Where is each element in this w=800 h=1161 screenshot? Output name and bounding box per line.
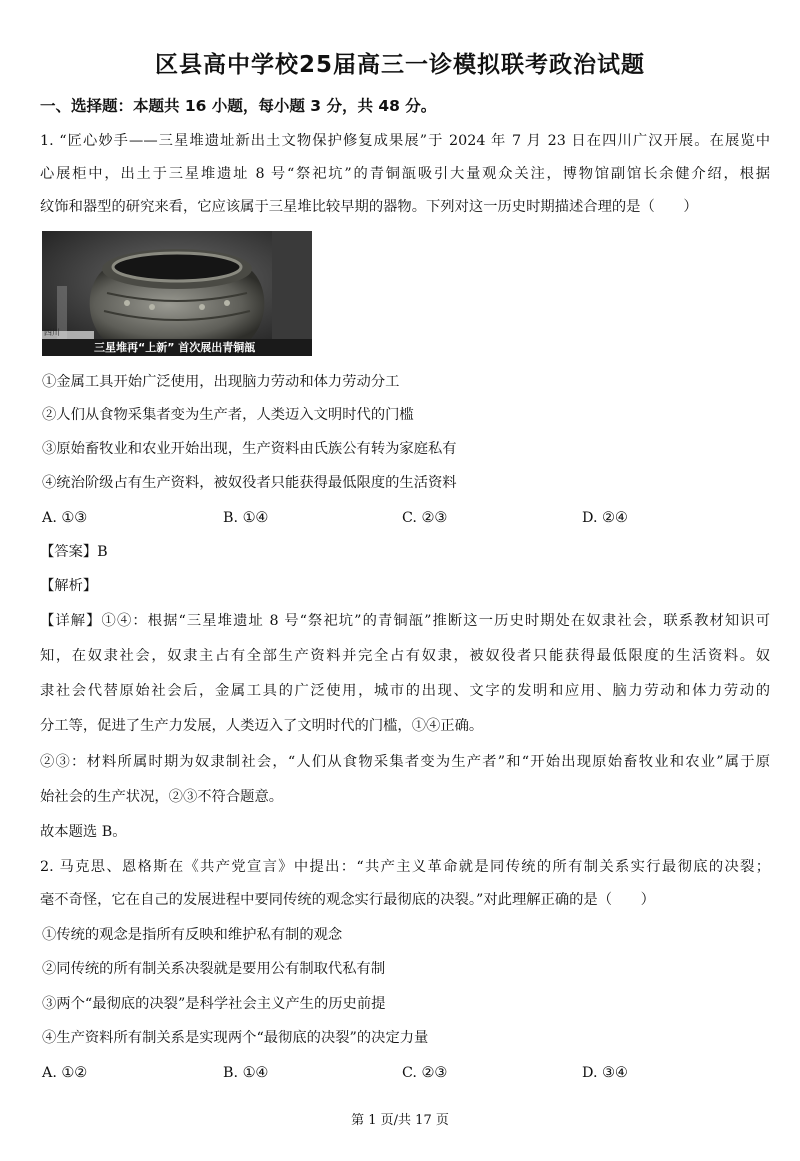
q1-statement: ②人们从食物采集者变为生产者，人类迈入文明时代的门槛 <box>42 407 414 423</box>
q1-stem-line: 心展柜中，出土于三星堆遗址 8 号“祭祀坑”的青铜瓿吸引大量观众关注，博物馆副馆长余健介绍，根据 <box>40 166 770 182</box>
q1-statement: ④统治阶级占有生产资料，被奴役者只能获得最低限度的生活资料 <box>42 475 457 491</box>
q1-stem-line: 纹饰和器型的研究来看，它应该属于三星堆比较早期的器物。下列对这一历史时期描述合理的是（ ） <box>40 199 698 215</box>
q2-stem-line: 2. 马克思、恩格斯在《共产党宣言》中提出：“共产主义革命就是同传统的所有制关系实行最彻底的决裂； <box>40 859 770 875</box>
q1-analysis-label: 【解析】 <box>40 578 98 594</box>
q1-option-d: D. ②④ <box>582 510 628 526</box>
q1-answer: 【答案】B <box>40 544 108 560</box>
page-footer: 第 1 页/共 17 页 <box>351 1113 449 1128</box>
q2-statement: ④生产资料所有制关系是实现两个“最彻底的决裂”的决定力量 <box>42 1030 429 1046</box>
photo-caption: 三星堆再“上新” 首次展出青铜瓿 <box>42 339 312 356</box>
q1-statement: ①金属工具开始广泛使用，出现脑力劳动和体力劳动分工 <box>42 374 400 390</box>
section-heading: 一、选择题：本题共 16 小题，每小题 3 分，共 48 分。 <box>40 97 437 115</box>
q1-detail-line: 故本题选 B。 <box>40 824 127 840</box>
q2-statement: ③两个“最彻底的决裂”是科学社会主义产生的历史前提 <box>42 996 386 1012</box>
q1-statement: ③原始畜牧业和农业开始出现，生产资料由氏族公有转为家庭私有 <box>42 441 457 457</box>
q1-option-a: A. ①③ <box>42 510 88 526</box>
q1-detail-line: ②③：材料所属时期为奴隶制社会，“人们从食物采集者变为生产者”和“开始出现原始畜牧业和农业”属于原 <box>40 754 770 770</box>
q1-option-c: C. ②③ <box>402 510 448 526</box>
q1-detail-line: 分工等，促进了生产力发展，人类迈入了文明时代的门槛，①④正确。 <box>40 718 484 734</box>
q1-option-b: B. ①④ <box>223 510 269 526</box>
q2-option-b: B. ①④ <box>223 1065 269 1081</box>
q1-stem-line: 1. “匠心妙手——三星堆遗址新出土文物保护修复成果展”于 2024 年 7 月 23 日在四川广汉开展。在展览中 <box>40 133 770 149</box>
q1-detail-line: 【详解】①④：根据“三星堆遗址 8 号“祭祀坑”的青铜瓿”推断这一历史时期处在奴隶社会，联系教材知识可 <box>40 613 770 629</box>
q2-option-a: A. ①② <box>42 1065 88 1081</box>
photo-tag: 四川 <box>44 328 60 337</box>
q2-option-d: D. ③④ <box>582 1065 628 1081</box>
q1-detail-line: 知，在奴隶社会，奴隶主占有全部生产资料并完全占有奴隶，被奴役者只能获得最低限度的生活资料。奴 <box>40 648 770 664</box>
bronze-vessel-photo <box>42 231 312 356</box>
bronze-vessel-illustration <box>42 231 312 356</box>
q1-detail-line: 隶社会代替原始社会后，金属工具的广泛使用，城市的出现、文字的发明和应用、脑力劳动和体力劳动的 <box>40 683 770 699</box>
page-title: 区县高中学校25届高三一诊模拟联考政治试题 <box>154 52 645 78</box>
q1-detail-line: 始社会的生产状况，②③不符合题意。 <box>40 789 284 805</box>
q2-stem-line: 毫不奇怪，它在自己的发展进程中要同传统的观念实行最彻底的决裂。”对此理解正确的是（ ） <box>40 892 655 908</box>
q2-statement: ①传统的观念是指所有反映和维护私有制的观念 <box>42 927 343 943</box>
q2-statement: ②同传统的所有制关系决裂就是要用公有制取代私有制 <box>42 961 386 977</box>
q2-option-c: C. ②③ <box>402 1065 448 1081</box>
